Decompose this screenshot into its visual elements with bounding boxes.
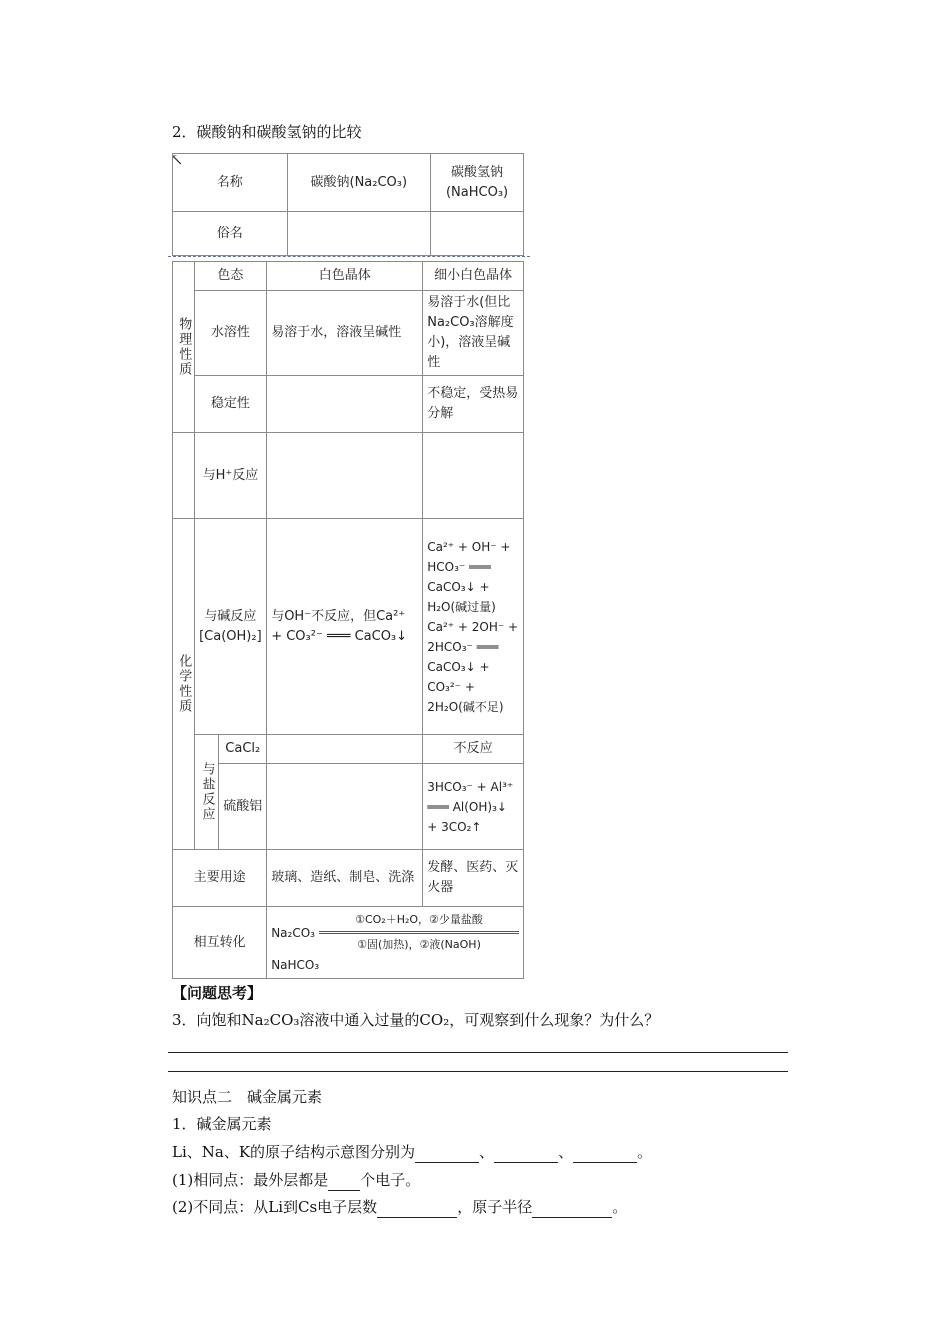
answer-line-2[interactable] <box>168 1071 788 1072</box>
stability-label: 稳定性 <box>194 376 267 433</box>
kp2-line-similarity <box>172 1170 420 1191</box>
conv-arrows <box>319 910 519 955</box>
structure-prompt: Li、Na、K的原子结构示意图分别为 <box>172 1143 416 1161</box>
color-state-label: 色态 <box>194 262 267 291</box>
kp2-title: 知识点二 碱金属元素 <box>172 1088 323 1106</box>
na2co3-header: 碳酸钠(Na₂CO₃) <box>287 154 431 212</box>
blank-outer-electrons[interactable] <box>328 1170 360 1191</box>
h-reaction-group-blank <box>173 433 195 519</box>
answer-line-1[interactable] <box>168 1052 788 1053</box>
cacl2-nahco3: 不反应 <box>423 735 524 764</box>
table-separator <box>168 256 530 257</box>
blank-k[interactable] <box>573 1142 637 1163</box>
conv-top: ①CO₂＋H₂O，②少量盐酸 <box>355 913 483 926</box>
uses-na2co3: 玻璃、造纸、制皂、洗涤 <box>267 850 423 907</box>
problem-heading: 【问题思考】 <box>172 984 263 1002</box>
blank-na[interactable] <box>494 1142 558 1163</box>
kp2-subtitle: 1．碱金属元素 <box>172 1115 272 1133</box>
comparison-table-main <box>172 261 524 979</box>
uses-label: 主要用途 <box>173 850 267 907</box>
section-title: 2．碳酸钠和碳酸氢钠的比较 <box>172 123 362 141</box>
color-na2co3: 白色晶体 <box>267 262 423 291</box>
common-name-nahco3[interactable] <box>431 212 524 256</box>
kp2-line-structure <box>172 1142 652 1163</box>
comma-1: 、 <box>479 1143 495 1161</box>
cursor-icon: ↖ <box>170 150 184 169</box>
common-name-label: 俗名 <box>173 212 288 256</box>
difference-mid: ，原子半径 <box>457 1198 533 1216</box>
uses-nahco3: 发酵、医药、灭火器 <box>423 850 524 907</box>
blank-atomic-radius[interactable] <box>532 1197 612 1218</box>
stability-nahco3: 不稳定，受热易分解 <box>423 376 524 433</box>
conv-right: NaHCO₃ <box>271 958 320 972</box>
comma-2: 、 <box>558 1143 574 1161</box>
nahco3-header: 碳酸氢钠(NaHCO₃) <box>431 154 524 212</box>
solubility-label: 水溶性 <box>194 291 267 376</box>
name-label: 名称 <box>173 154 288 212</box>
stability-na2co3[interactable] <box>267 376 423 433</box>
solubility-nahco3: 易溶于水(但比Na₂CO₃溶解度小)，溶液呈碱性 <box>423 291 524 376</box>
color-nahco3: 细小白色晶体 <box>423 262 524 291</box>
similarity-suffix: 个电子。 <box>360 1171 421 1189</box>
base-na2co3: 与OH⁻不反应，但Ca²⁺ + CO₃²⁻ ═══ CaCO₃↓ <box>267 519 423 735</box>
al-sulfate-nahco3: 3HCO₃⁻ + Al³⁺ ═══ Al(OH)₃↓ + 3CO₂↑ <box>423 764 524 850</box>
solubility-na2co3: 易溶于水，溶液呈碱性 <box>267 291 423 376</box>
similarity-prompt: (1)相同点：最外层都是 <box>172 1171 329 1189</box>
physical-group-label: 物理性质 <box>173 262 195 433</box>
common-name-na2co3[interactable] <box>287 212 431 256</box>
with-salt-label: 与盐反应 <box>194 735 219 850</box>
cacl2-na2co3[interactable] <box>267 735 423 764</box>
al-sulfate-label: 硫酸铝 <box>219 764 267 850</box>
with-base-label: 与碱反应[Ca(OH)₂] <box>194 519 267 735</box>
kp2-line-difference <box>172 1197 627 1218</box>
chemical-group-label: 化学性质 <box>173 519 195 850</box>
comparison-table-top <box>172 153 524 256</box>
cacl2-label: CaCl₂ <box>219 735 267 764</box>
double-arrow-icon <box>319 931 519 934</box>
blank-li[interactable] <box>415 1142 479 1163</box>
al-sulfate-na2co3[interactable] <box>267 764 423 850</box>
difference-prompt: (2)不同点：从Li到Cs电子层数 <box>172 1198 378 1216</box>
period-1: 。 <box>637 1143 653 1161</box>
interconversion-label: 相互转化 <box>173 907 267 979</box>
period-2: 。 <box>612 1198 628 1216</box>
blank-shell-count[interactable] <box>377 1197 457 1218</box>
conv-left: Na₂CO₃ <box>271 925 315 940</box>
conv-bottom: ①固(加热)，②液(NaOH) <box>357 938 481 951</box>
with-h-nahco3[interactable] <box>423 433 524 519</box>
interconversion-equation <box>267 907 524 979</box>
with-h-label: 与H⁺反应 <box>194 433 267 519</box>
question-3: 3．向饱和Na₂CO₃溶液中通入过量的CO₂，可观察到什么现象？为什么？ <box>172 1011 660 1029</box>
with-h-na2co3[interactable] <box>267 433 423 519</box>
base-nahco3: Ca²⁺ + OH⁻ + HCO₃⁻ ═══ CaCO₃↓ + H₂O(碱过量) Ca²⁺ + 2OH⁻ + 2HCO₃⁻ ═══ CaCO₃↓ + CO₃²⁻ + 2H₂O(碱不足) <box>423 519 524 735</box>
